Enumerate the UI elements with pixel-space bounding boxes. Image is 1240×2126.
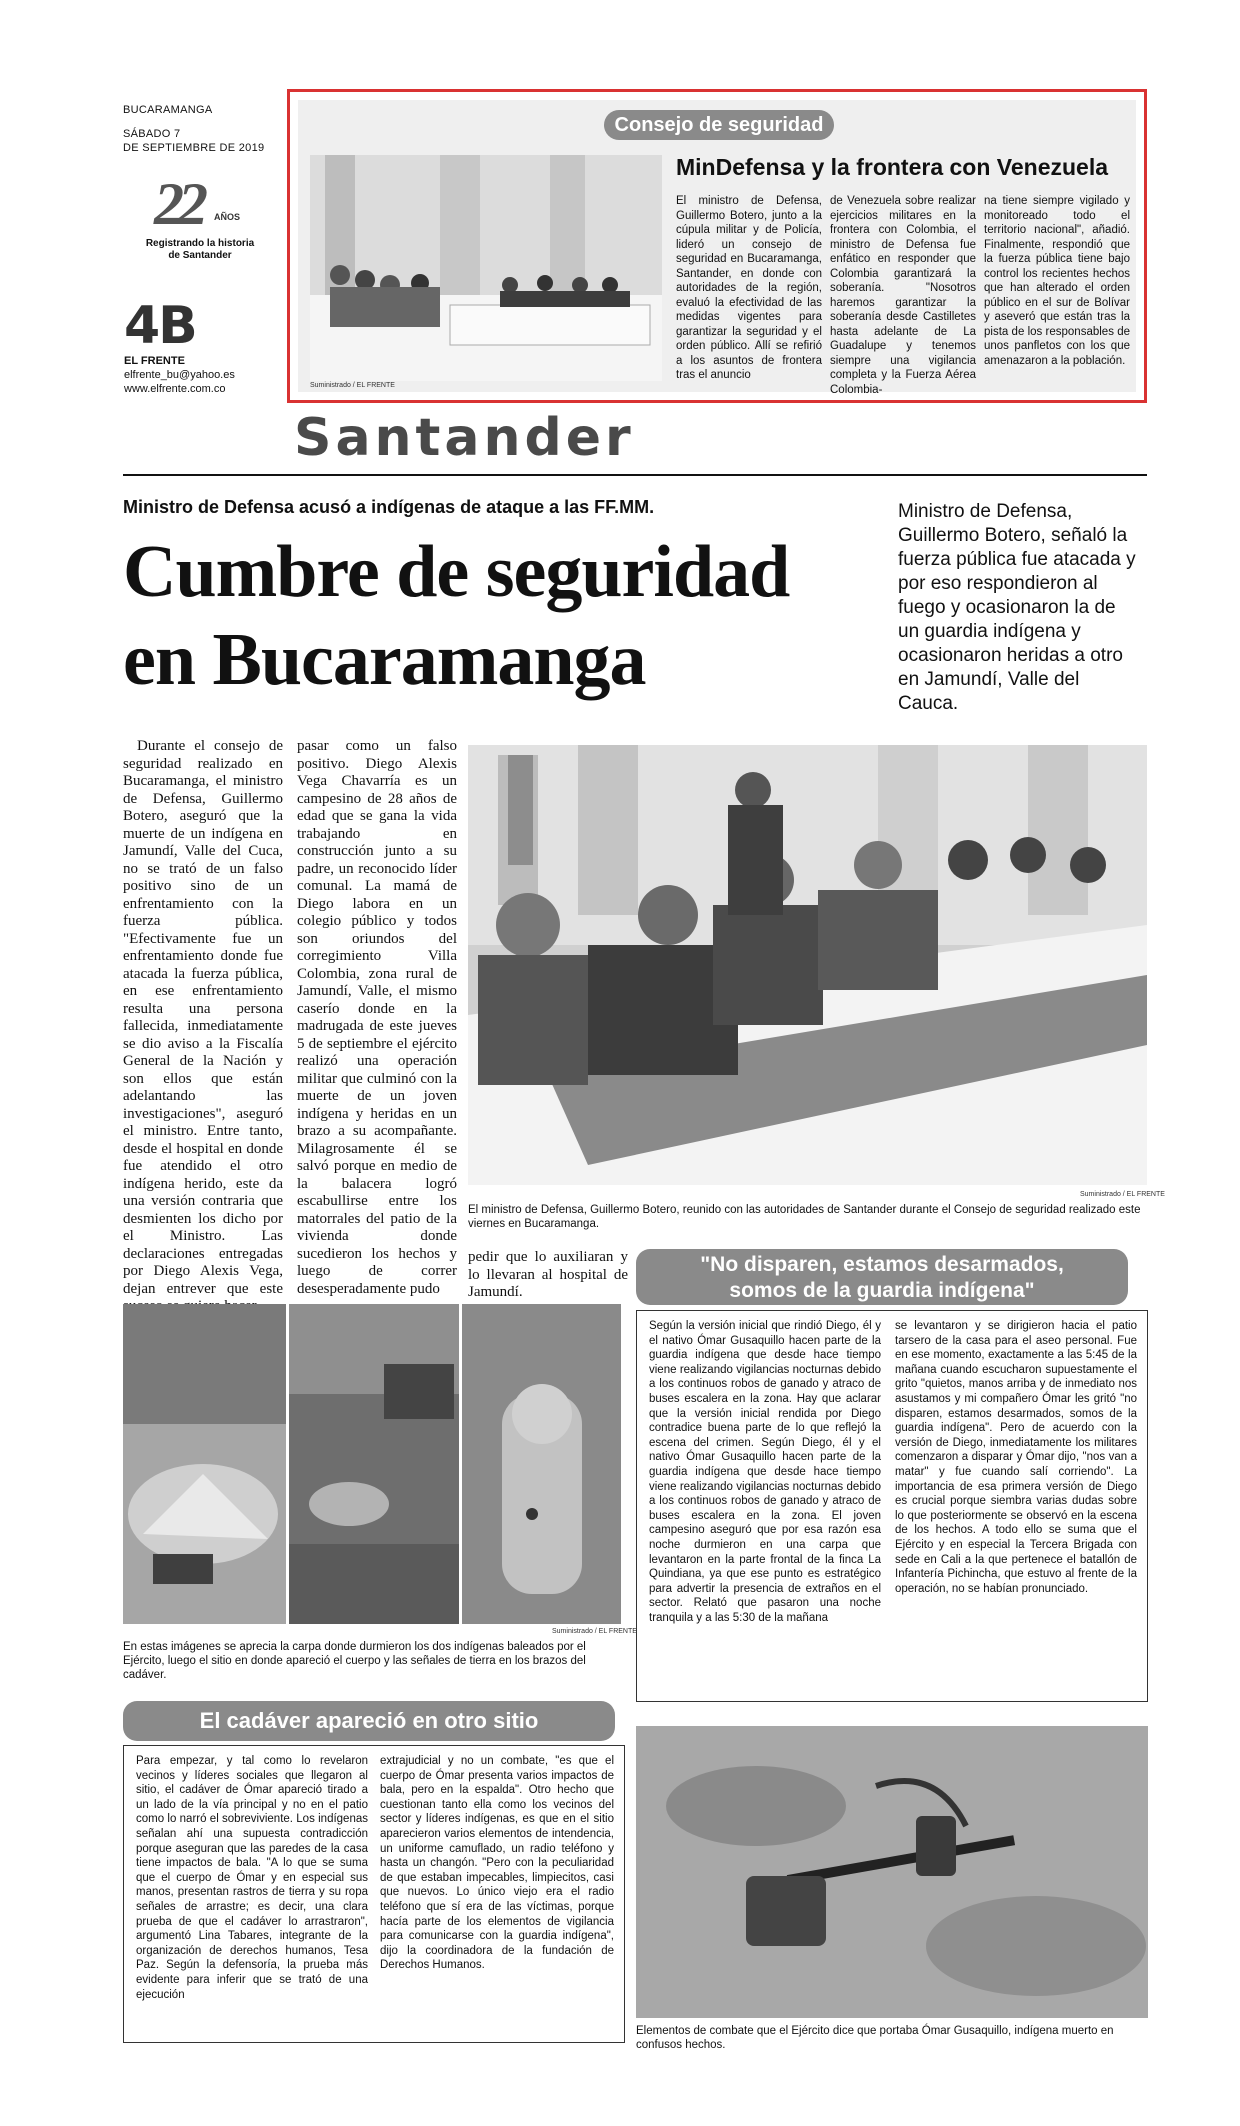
tagline-1: Registrando la historia [145,238,255,249]
tent-photo [123,1304,286,1624]
city-label: BUCARAMANGA [123,104,213,116]
anniversary-logo [140,172,260,282]
article-col-2-continued: pedir que lo auxiliaran y lo llevaran al hospital de Jamundí. [468,1249,628,1300]
cadaver-box-title: El cadáver apareció en otro sitio [123,1701,615,1741]
article-col-1: Durante el consejo de seguridad realizado en Bucaramanga, el ministro de Defensa, Guillermo Botero, aseguró que la muerte de un indígena en Jamundí, Valle del Cuca, no se trató de un falso positivo sino de un enfrentamiento con la fuerza pública. "Efectivamente fue un enfrentamiento donde fue atacada la fuerza pública, en ese enfrentamiento resulta una persona fallecida, inmediatamente se dio aviso a la Fiscalía General de la Nación y son ellos que están adelantando las investigaciones", aseguró el ministro. Entre tanto, desde el hospital en donde fue atendido el otro indígena herido, este da una versión contraria que desmienten los dicho por el Ministro. Las declaraciones entregadas por Diego Alexis Vega, dejan entrever que este [123,738,283,1297]
body-site-photo [289,1304,459,1624]
headline-line-2: en Bucaramanga [123,619,646,701]
top-box-pill: Consejo de seguridad [604,110,834,140]
main-photo [468,745,1147,1185]
cadaver-box [123,1745,625,2043]
article-headline [123,528,883,704]
brand-name: EL FRENTE [124,355,185,367]
page-number: 4B [124,296,196,356]
main-photo-credit: Suministrado / EL FRENTE [1080,1191,1165,1198]
triptych-caption: En estas imágenes se aprecia la carpa donde durmieron los dos indígenas baleados por el Ejército, luego el sitio en donde apareció el cuerpo y las señales de tierra en los brazos del cadáver. [123,1641,586,1681]
section-rule [123,474,1147,476]
article-lead: Ministro de Defensa, Guillermo Botero, señaló la fuerza pública fue atacada y por eso respondieron al fuego y ocasionaron la de un guardia indígena y ocasionaron heridas a otro en Jamundí, Valle del Cauca. [898,501,1136,714]
tent-photo-graphic [123,1304,286,1624]
section-title: Santander [294,408,635,468]
meeting-photo-graphic [310,155,662,381]
anniversary-label: AÑOS [214,212,241,222]
top-box-photo [310,155,662,381]
body-site-photo-graphic [289,1304,459,1624]
brand-email[interactable]: elfrente_bu@yahoo.es [124,369,235,381]
article-col-2: pasar como un falso positivo. Diego Alexis Vega Chavarría es un campesino de 28 años de edad que se gana la vida trabajando en construcción junto a su padre, un reconocido líder comunal. La mamá de Diego labora en un colegio público y todos son oriundos del corregimiento Villa Colombia, zona rural de Jamundí, Valle, el mismo caserío donde en la madrugada de este jueves 5 de septiembre el ejército realizó una operación militar que culminó con la muerte de un joven indígena y heridas en un brazo a su acompañante. Milagrosamente él se salvó porque en medio de la balacera logró escabullirse entre los matorrales del patio de la vivienda donde sucedieron los hechos y luego de correr desesperadamente pudo [297,738,457,1297]
top-box-col-2: de Venezuela sobre realizar ejercicios militares en la frontera con Colombia, el ministro de Defensa fue enfático en responder que Colombia garantizará la soberanía. "Nosotros haremos garantizar la soberanía desde Castilletes hasta adelante de La Guadalupe y tenemos siempre una vigilancia completa y la Fuerza Aérea Colombia- [830,195,976,396]
triptych-credit: Suministrado / EL FRENTE [552,1628,637,1635]
arm-photo-graphic [462,1304,621,1624]
headline-line-1: Cumbre de seguridad [123,531,790,613]
guardia-title-line-2: somos de la guardia indígena" [729,1279,1035,1302]
date-line-2: DE SEPTIEMBRE DE 2019 [123,142,265,154]
top-box-title: MinDefensa y la frontera con Venezuela [676,154,1109,180]
guardia-col-2: se levantaron y se dirigieron hacia el patio tarsero de la casa para el aseo personal. Fue en ese momento, exactamente a las 5:45 de la mañana cuando escucharon supuestamente el grito "quietos, manos arriba y de inmediato nos asustamos y mi compañero Ómar les gritó "no disparen, estamos desarmados, somos de la guardia indígena". Pero de acuerdo con la versión de Diego, inmediatamente los militares comenzaron a disparar y Ómar dijo, "nos van a matar" y fue cuando salí corriendo". La importancia de esa primera versión de Diego es crucial porque siembra varias dudas sobre lo que posteriormente se observó en la escena de los hechos. A todo ello se suma que el Ejército y en especial la Tercera Brigada con sede en Cali a la que pertenece el batallón de Infantería Pichincha, que estuvo al frente de la operación, no se habían pronunciado. [895,1320,1137,1595]
arm-photo [462,1304,621,1624]
top-box-col-3: na tiene siempre vigilado y monitoreado todo el territorio nacional", añadió. Finalmente, respondió que la fuerza pública tiene bajo control los recientes hechos que han alterado el orden público en el sur de Bolívar y aseveró que están tras la pista de los responsables de unos panfletos con los que amenazaron a la población. [984,195,1130,367]
guardia-col-1: Según la versión inicial que rindió Diego, él y el nativo Ómar Gusaquillo hacen parte de la guardia indígena que desde hace tiempo viene realizando vigilancias nocturnas debido a los continuos robos de ganado y atraco de buses escalera en la zona. Hay que aclarar que la versión inicial rendida por Diego contradice buena parte de lo que reflejó la escena del crimen. Según Diego, él y el nativo Ómar Gusaquillo hacen parte de la guardia indígena que desde hace tiempo viene realizando vigilancias nocturnas debido a los continuos robos de ganado y atraco de buses escalera en la zona. El joven campesino aseguró que por esa razón esa noche durmieron en una carpa que levantaron en la parte frontal de la finca La Quindiana, ya que ese punto es estratégico para advertir la presencia de extraños en el sector. Relató que pasaron una noche tranquila y a las 5:30 de la mañana [649,1320,881,1624]
tagline-2: de Santander [168,250,232,261]
guardia-box [636,1310,1148,1702]
weapon-photo-graphic [636,1726,1148,2018]
article-kicker: Ministro de Defensa acusó a indígenas de ataque a las FF.MM. [123,497,655,517]
main-photo-caption: El ministro de Defensa, Guillermo Botero, reunido con las autoridades de Santander durante el Consejo de seguridad realizado este viernes en Bucaramanga. [468,1204,1141,1230]
top-box-col-1: El ministro de Defensa, Guillermo Botero, junto a la cúpula militar y de Policía, lideró un consejo de seguridad en Bucaramanga, Santander, en donde con autoridades de la región, evaluó la efectividad de las medidas vigentes para garantizar la seguridad y el orden público. Allí se refirió a los asuntos de frontera tras el anuncio [676,195,822,381]
weapon-photo-caption: Elementos de combate que el Ejército dice que portaba Ómar Gusaquillo, indígena muerto en confusos hechos. [636,2025,1114,2051]
anniversary-number: 22 [154,171,202,237]
weapon-photo [636,1726,1148,2018]
cadaver-col-1: Para empezar, y tal como lo revelaron vecinos y líderes sociales que llegaron al sitio, el cadáver de Ómar apareció tirado a un lado de la vía principal y no en el patio como lo narró el sobreviviente. Los indígenas señalan ahí una supuesta contradicción porque aseguran que las paredes de la casa tiene impactos de bala. "A lo que se suma que el cuerpo de Ómar y en especial sus manos, presentan rastros de tierra y su ropa señales de arrastre; es decir, una clara prueba de que el cadáver lo arrastraron", argumentó Lina Tabares, integrante de la organización de derechos humanos, Tesa Paz. Según la defensoría, la prueba más evidente para inferir que se trató de una ejecución [136,1755,368,2001]
brand-website[interactable]: www.elfrente.com.co [124,383,226,395]
guardia-title-line-1: "No disparen, estamos desarmados, [700,1253,1064,1276]
date-line-1: SÁBADO 7 [123,128,181,140]
guardia-box-title [636,1249,1128,1305]
cadaver-col-2: extrajudicial y no un combate, "es que el cuerpo de Ómar presenta varios impactos de bala, pero en la espalda". Otro hecho que cuestionan tanto ella como los vecinos del sector y líderes indígenas, es que en el sitio aparecieron varios elementos de intendencia, un uniforme camuflado, un radio teléfono y hasta un changón. "Pero con la peculiaridad de que estaban impecables, limpiecitos, casi que nuevos. Lo único viejo era el radio teléfono que sí era de las víctimas, porque hacía parte de los elementos de vigilancia para comunicarse con la guardia indígena", dijo la coordinadora de la fundación de Derechos Humanos. [380,1755,614,1972]
top-feature-box [287,89,1147,403]
main-meeting-photo-graphic [468,745,1147,1185]
top-photo-credit: Suministrado / EL FRENTE [310,382,395,389]
